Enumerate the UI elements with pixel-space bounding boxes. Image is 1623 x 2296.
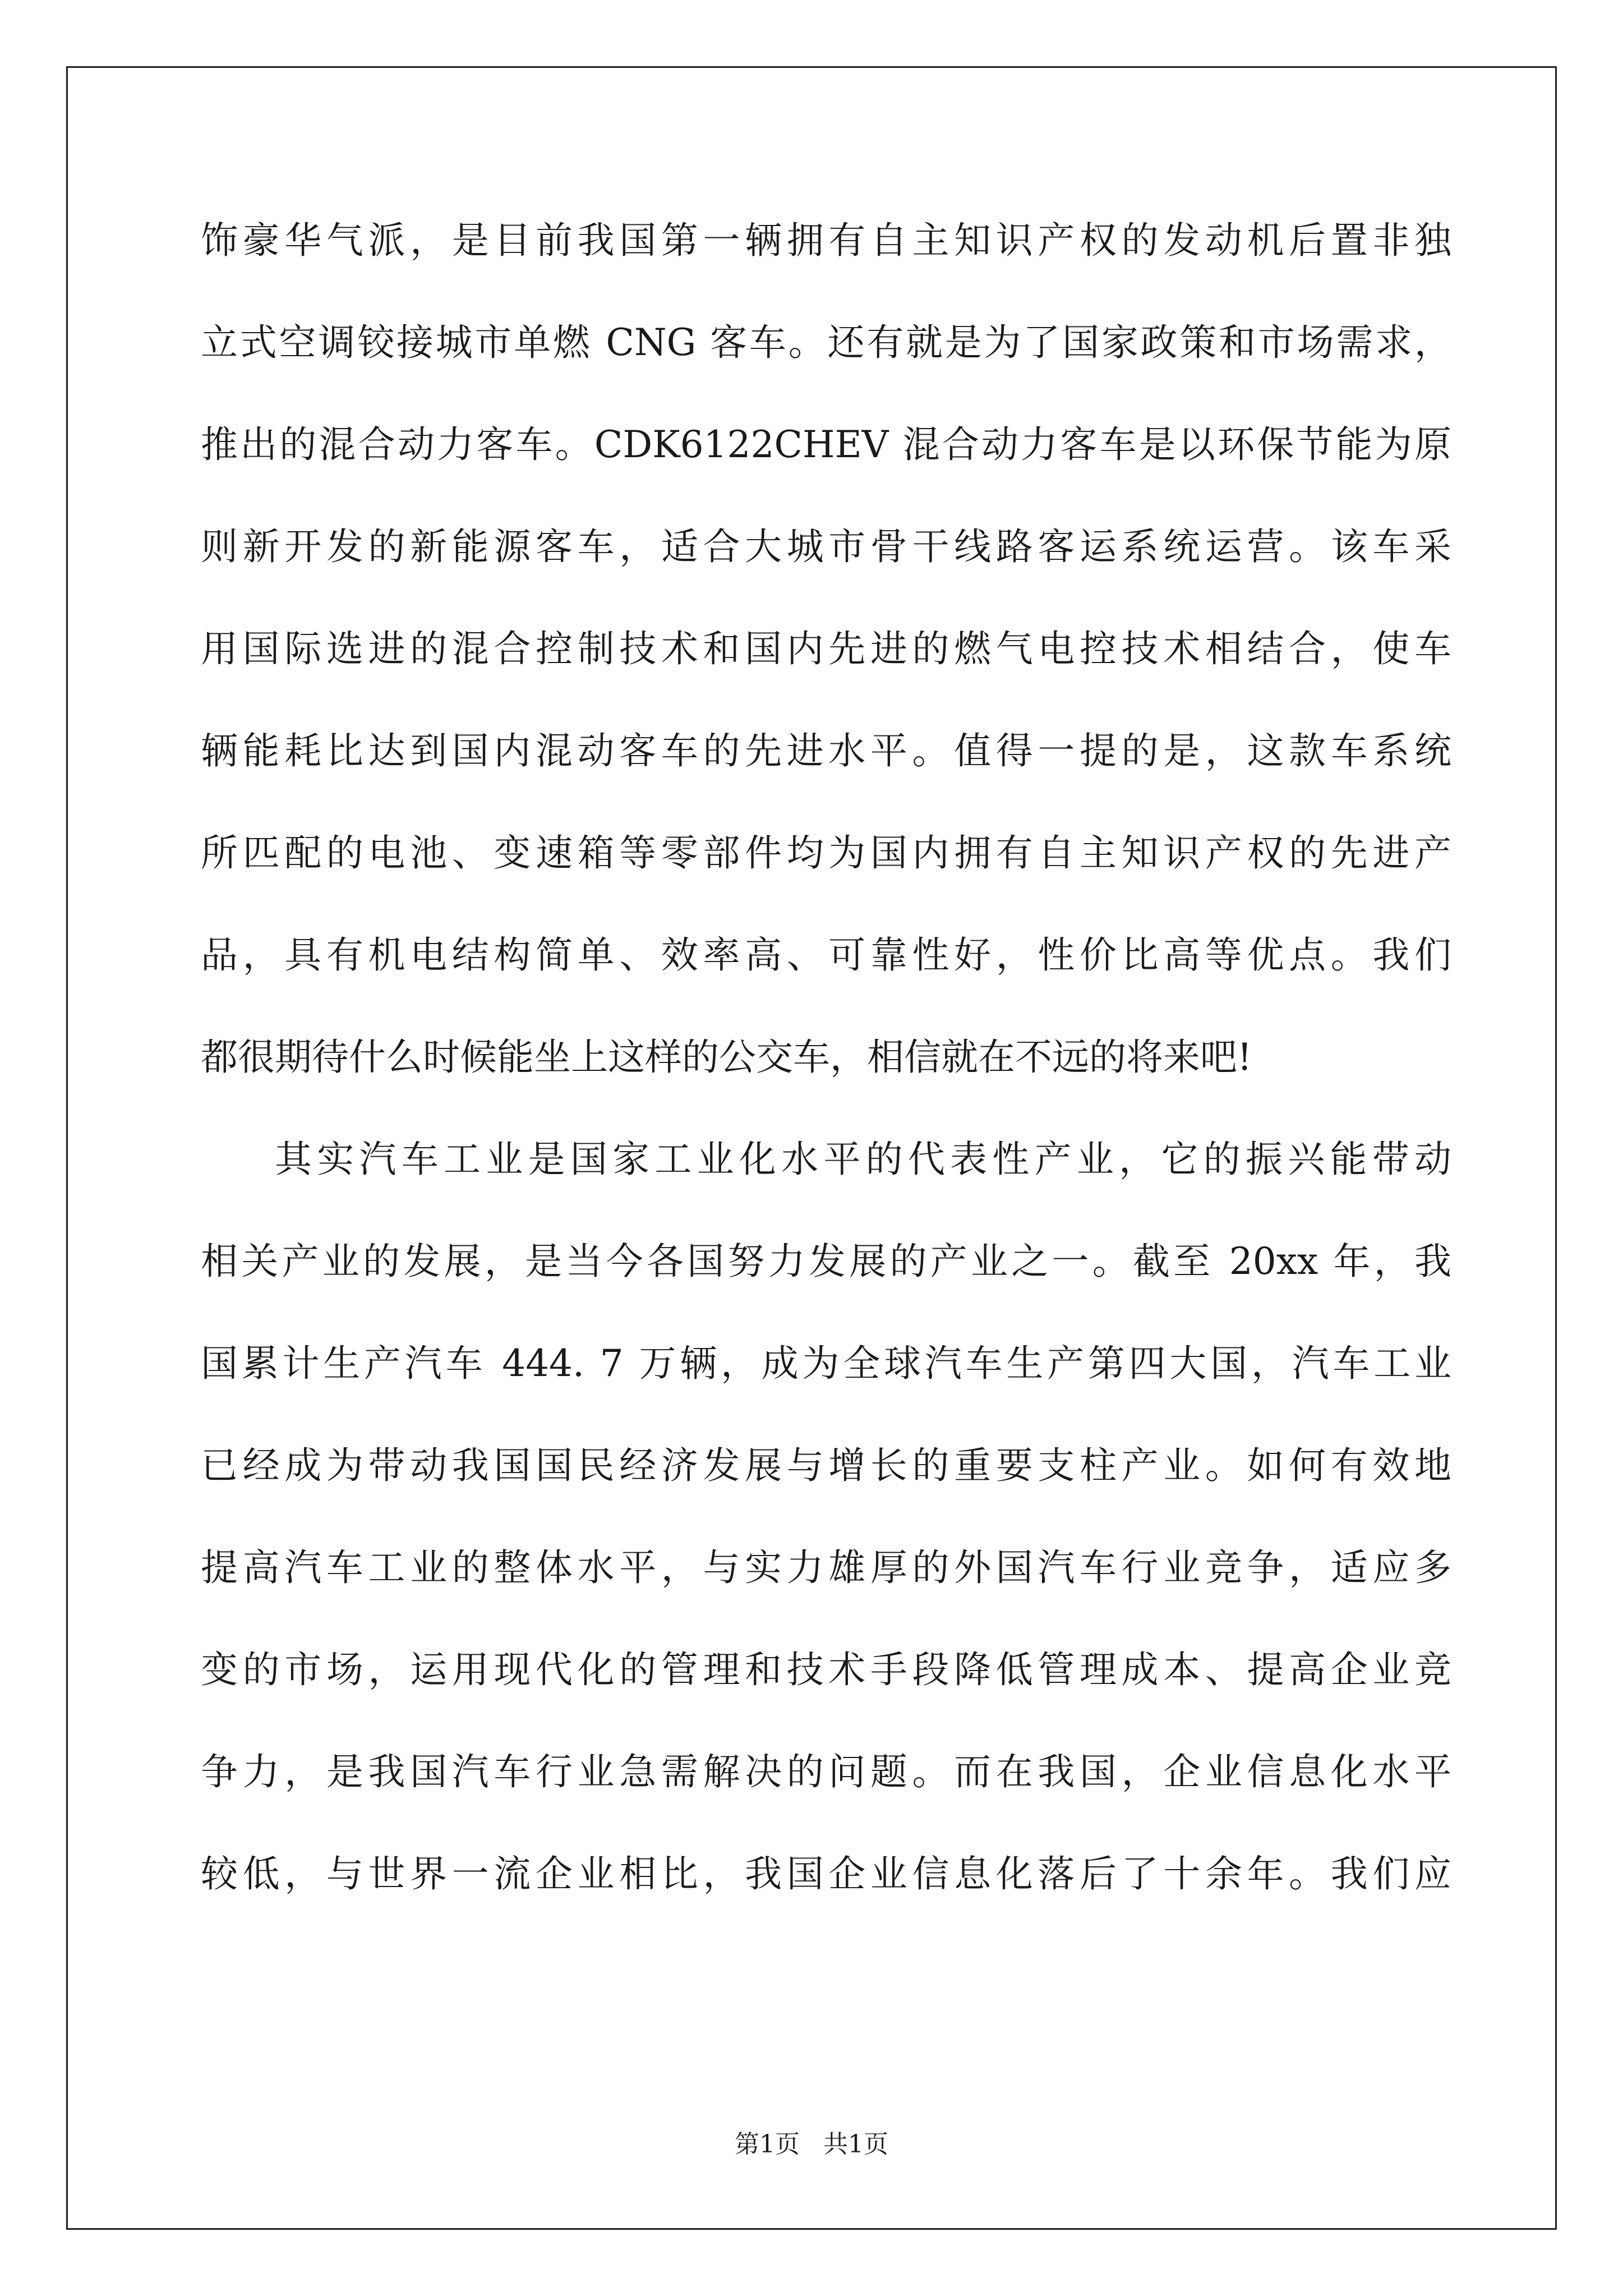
text-line: 品，具有机电结构简单、效率高、可靠性好，性价比高等优点。我们 (201, 933, 1451, 977)
text-line: 辆能耗比达到国内混动客车的先进水平。值得一提的是，这款车系统 (201, 729, 1451, 772)
text-line: 都很期待什么时候能坐上这样的公交车，相信就在不远的将来吧! (201, 1036, 1252, 1079)
text-line: 已经成为带动我国国民经济发展与增长的重要支柱产业。如何有效地 (201, 1444, 1451, 1487)
text-line: 提高汽车工业的整体水平，与实力雄厚的外国汽车行业竞争，适应多 (201, 1546, 1451, 1589)
text-line: 立式空调铰接城市单燃 CNG 客车。还有就是为了国家政策和市场需求， (201, 321, 1451, 364)
text-line: 其实汽车工业是国家工业化水平的代表性产业，它的振兴能带动 (275, 1138, 1451, 1181)
page-footer: 第1页 共1页 (735, 2130, 888, 2159)
text-line: 变的市场，运用现代化的管理和技术手段降低管理成本、提高企业竞 (201, 1648, 1451, 1691)
text-line: 所匹配的电池、变速箱等零部件均为国内拥有自主知识产权的先进产 (201, 831, 1451, 875)
text-line: 国累计生产汽车 444. 7 万辆，成为全球汽车生产第四大国，汽车工业 (201, 1342, 1451, 1385)
text-line: 相关产业的发展，是当今各国努力发展的产业之一。截至 20xx 年，我 (201, 1240, 1451, 1283)
text-line: 用国际选进的混合控制技术和国内先进的燃气电控技术相结合，使车 (201, 627, 1451, 670)
text-line: 较低，与世界一流企业相比，我国企业信息化落后了十余年。我们应 (201, 1852, 1451, 1895)
text-line: 饰豪华气派，是目前我国第一辆拥有自主知识产权的发动机后置非独 (201, 219, 1451, 262)
text-line: 推出的混合动力客车。CDK6122CHEV 混合动力客车是以环保节能为原 (201, 423, 1451, 466)
text-line: 则新开发的新能源客车，适合大城市骨干线路客运系统运营。该车采 (201, 525, 1451, 568)
text-line: 争力，是我国汽车行业急需解决的问题。而在我国，企业信息化水平 (201, 1750, 1451, 1793)
